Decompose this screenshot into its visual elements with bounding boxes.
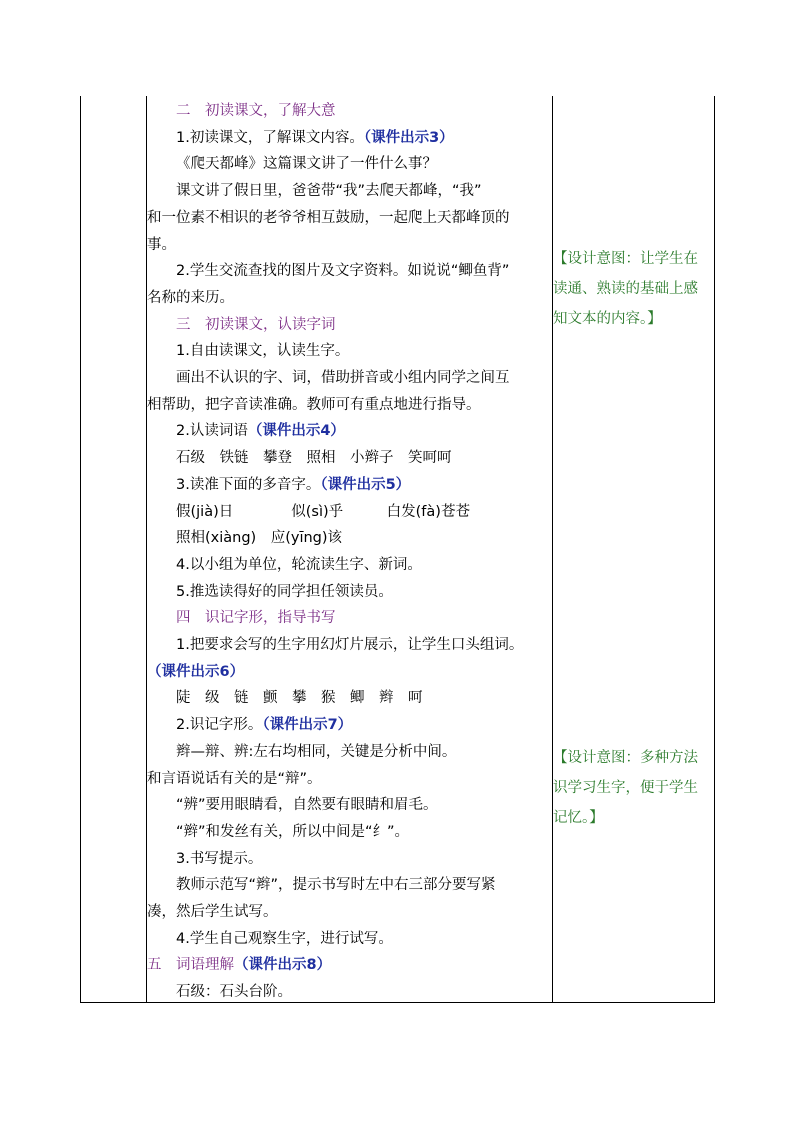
line-text: “辫”和发丝有关，所以中间是“纟”。 [176, 823, 410, 840]
text-line [147, 792, 582, 819]
text-line [147, 739, 582, 766]
line-text: 名称的来历。 [147, 289, 234, 306]
text-line [147, 632, 582, 659]
note-line: 【设计意图：多种方法 [553, 750, 698, 766]
line-text: 石级 铁链 攀登 照相 小辫子 笑呵呵 [176, 450, 452, 467]
text-line [147, 365, 582, 392]
courseware-marker: （课件出示8） [234, 957, 332, 974]
text-line [147, 819, 582, 846]
text-line [147, 125, 582, 152]
line-text: 3.读准下面的多音字。 [176, 476, 321, 493]
text-line [147, 499, 582, 526]
table-left-border [80, 96, 81, 1003]
line-text: 陡 级 链 颤 攀 猴 鲫 辫 呵 [176, 690, 423, 707]
text-line [147, 445, 582, 472]
line-text: “辨”要用眼睛看，自然要有眼睛和眉毛。 [176, 797, 438, 814]
text-line [147, 712, 582, 739]
text-line [147, 151, 582, 178]
text-line [147, 392, 553, 419]
section-heading [147, 312, 582, 339]
line-text: 二 初读课文，了解大意 [176, 103, 336, 119]
line-text: 假(jià)日 似(sì)乎 白发(fà)苍苍 [176, 503, 470, 520]
line-text: 石级：石头台阶。 [176, 984, 292, 1001]
courseware-marker: （课件出示3） [363, 129, 454, 146]
line-text: 《爬天都峰》这篇课文讲了一件什么事？ [176, 156, 437, 173]
text-line [147, 232, 553, 259]
courseware-marker: （课件出示7） [262, 717, 353, 734]
text-line [147, 872, 582, 899]
line-text: 1.初读课文，了解课文内容。 [176, 129, 364, 146]
note-line: 读通、熟读的基础上感 [553, 281, 698, 297]
note-line: 【设计意图：让学生在 [553, 251, 698, 267]
text-line [147, 552, 582, 579]
line-text: 4.以小组为单位，轮流读生字、新词。 [176, 556, 422, 573]
text-line [147, 472, 582, 499]
courseware-marker: （课件出示4） [247, 423, 345, 440]
text-line [147, 659, 553, 686]
line-text: 照相(xiàng) 应(yīng)该 [176, 530, 343, 547]
text-line [147, 418, 582, 445]
text-line [147, 685, 582, 712]
text-line [147, 525, 582, 552]
line-text: 1.自由读课文，认读生字。 [176, 343, 350, 360]
line-text: 凑，然后学生试写。 [147, 904, 278, 920]
text-line [147, 579, 582, 606]
note-line: 记忆。】 [553, 810, 604, 826]
line-text: 和一位素不相识的老爷爷相互鼓励，一起爬上天都峰顶的 [147, 209, 510, 226]
line-text: 辫—辩、辨:左右均相同，关键是分析中间。 [176, 743, 457, 760]
line-text: 课文讲了假日里，爸爸带“我”去爬天都峰，“我” [176, 183, 482, 200]
text-line [147, 766, 553, 793]
text-line [147, 899, 553, 926]
line-text: 3.书写提示。 [176, 850, 263, 867]
line-text: 2.认读词语 [176, 423, 248, 440]
line-text: 2.学生交流查找的图片及文字资料。如说说“鲫鱼背” [176, 263, 510, 280]
line-text: 教师示范写“辫”，提示书写时左中右三部分要写紧 [176, 877, 496, 894]
line-text: 4.学生自己观察生字，进行试写。 [176, 930, 393, 947]
line-text: 事。 [147, 236, 176, 253]
text-line [147, 979, 582, 1006]
line-text: 相帮助，把字音读准确。教师可有重点地进行指导。 [147, 396, 481, 413]
note-line: 识学习生字，便于学生 [553, 780, 698, 796]
text-line [147, 338, 582, 365]
line-text: 五 词语理解 [147, 957, 234, 974]
line-text: 画出不认识的字、词，借助拼音或小组内同学之间互 [176, 370, 510, 386]
line-text: 2.识记字形。 [176, 717, 263, 734]
text-line [147, 926, 582, 953]
courseware-marker: （课件出示6） [147, 663, 245, 680]
line-text: 和言语说话有关的是“辩”。 [147, 770, 322, 787]
section-heading [147, 952, 553, 979]
courseware-marker: （课件出示5） [320, 476, 411, 493]
text-line [147, 846, 582, 873]
section-heading [147, 605, 582, 632]
text-line [147, 205, 553, 232]
section-heading [147, 98, 582, 125]
line-text: 5.推选读得好的同学担任领读员。 [176, 583, 393, 600]
table-right-border [714, 96, 715, 1003]
text-line [147, 285, 553, 312]
design-intent-note-1 [553, 244, 715, 334]
text-line [147, 178, 582, 205]
line-text: 1.把要求会写的生字用幻灯片展示，让学生口头组词。 [176, 637, 524, 653]
design-intent-note-2 [553, 743, 715, 833]
note-line: 知文本的内容。】 [553, 311, 662, 327]
line-text: 四 识记字形，指导书写 [176, 610, 336, 627]
text-line [147, 258, 582, 285]
line-text: 三 初读课文，认读字词 [176, 316, 336, 333]
